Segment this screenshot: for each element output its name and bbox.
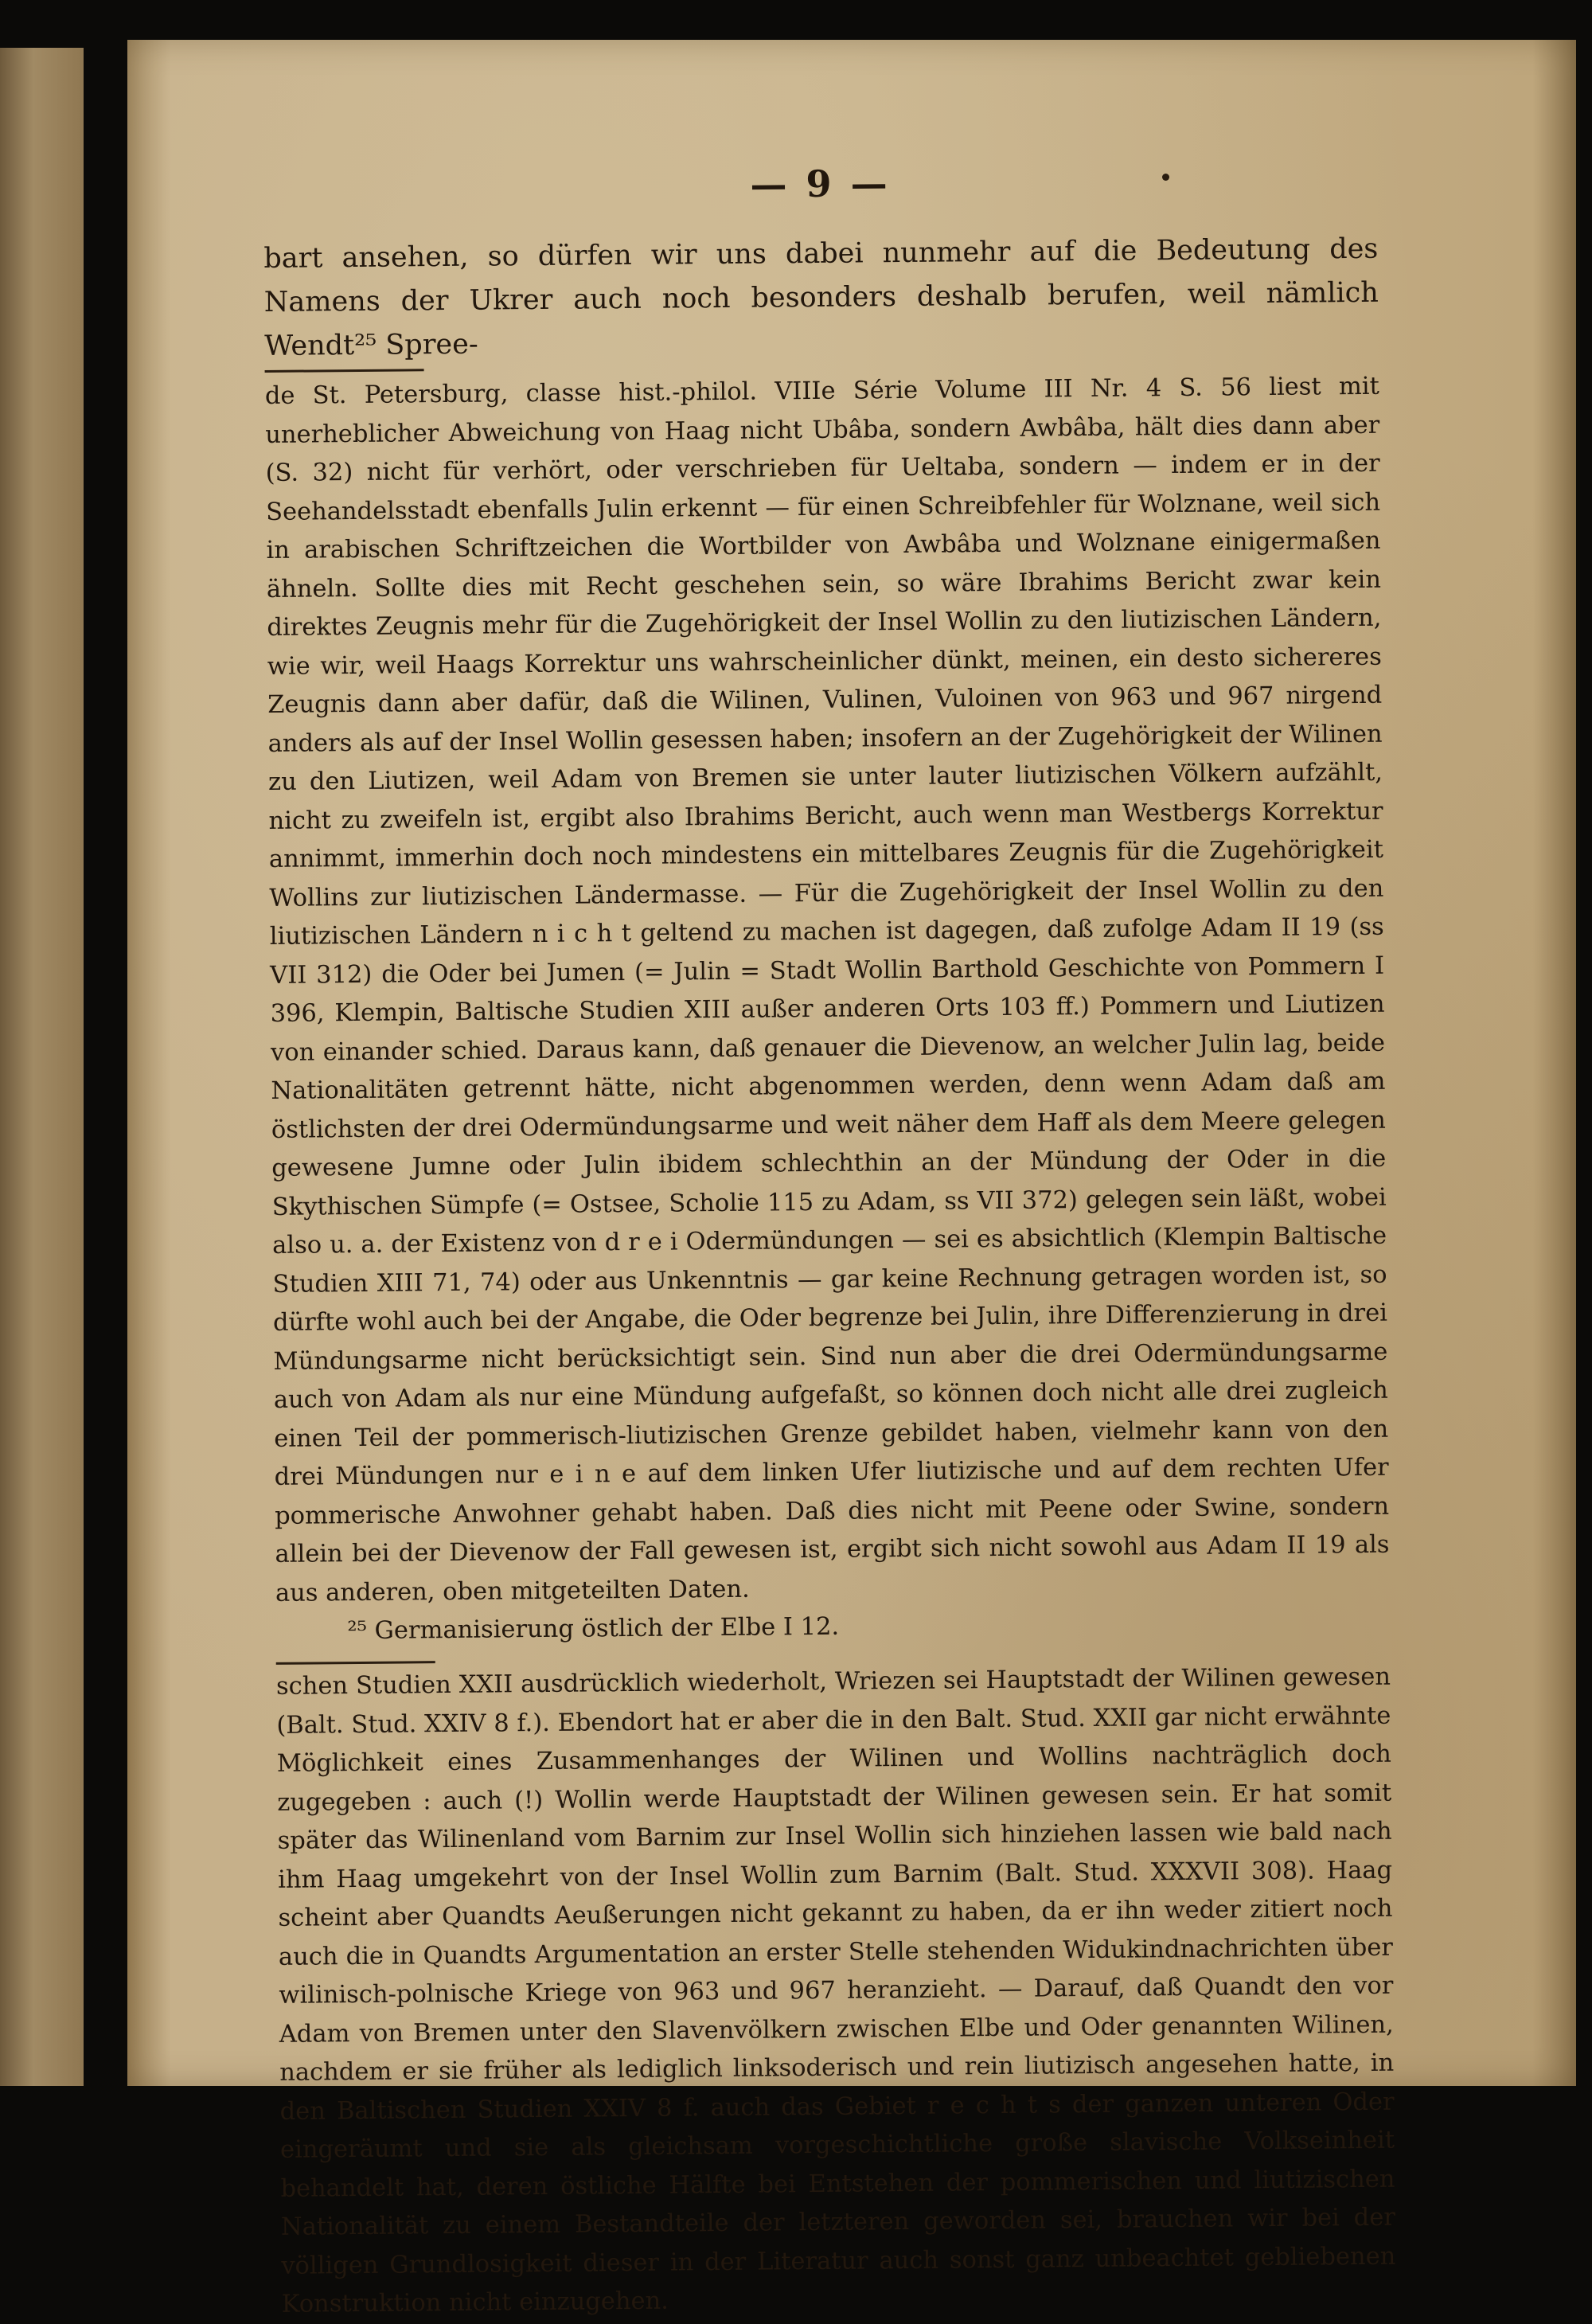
previous-page-edge <box>0 48 84 2086</box>
main-text: bart ansehen, so dürfen wir uns dabei nunmehr auf die Bedeutung des Namens der Ukrer auch noch besonders deshalb berufen, weil nämlich Wendt²⁵ Spree- <box>263 232 1379 362</box>
book-page <box>127 40 1576 2318</box>
footnote-separator-2 <box>276 1661 435 1665</box>
footnote-second: schen Studien XXII ausdrücklich wiederholt, Wriezen sei Hauptstadt der Wilinen gewesen (Balt. Stud. XXIV 8 f.). Ebendort hat er aber die in den Balt. Stud. XXII gar nicht erwähnte Möglichkeit eines Zusammenhanges der Wilinen und Wollins nachträglich doch zugegeben : auch (!) Wollin werde Hauptstadt der Wilinen gewesen sein. Er hat somit später das Wilinenland vom Barnim zur Insel Wollin sich hinziehen lassen wie bald nach ihm Haag umgekehrt von der Insel Wollin zum Barnim (Balt. Stud. XXXVII 308). Haag scheint aber Quandts Aeußerungen nicht gekannt zu haben, da er ihn weder zitiert noch auch die in Quandts Argumentation an erster Stelle stehenden Widukindnachrichten über wilinisch-polnische Kriege von 963 und 967 heranzieht. — Darauf, daß Quandt den vor Adam von Bremen unter den Slavenvölkern zwischen Elbe und Oder genannten Wilinen, nachdem er sie früher als lediglich linksoderisch und rein liutizisch angesehen hatte, in den Baltischen Studien XXIV 8 f. auch das Gebiet r e c h t s der ganzen unteren Oder eingeräumt und sie als gleichsam vorgeschichtliche große slavische Volkseinheit behandelt hat, deren östliche Hälfte bei Entstehen der pommerischen und liutizischen Nationalität zu einem Bestandteile der letzteren geworden sei, brauchen wir bei der völligen Grundlosigkeit dieser in der Literatur auch sonst ganz unbeachtet gebliebenen Konstruktion nicht einzugehen. <box>275 1662 1396 2318</box>
page-number: — 9 — <box>750 162 891 206</box>
footnote-continuation: de St. Petersburg, classe hist.-philol. VIIIe Série Volume III Nr. 4 S. 56 liest mit unerheblicher Abweichung von Haag nicht Ubâba, sondern Awbâba, hält dies dann aber (S. 32) nicht für verhört, oder verschrieben für Ueltaba, sondern — indem er in der Seehandelsstadt ebenfalls Julin erkennt — für einen Schreibfehler für Wolznane, weil sich in arabischen Schriftzeichen die Wortbilder von Awbâba und Wolznane einigermaßen ähneln. Sollte dies mit Recht geschehen sein, so wäre Ibrahims Bericht zwar kein direktes Zeugnis mehr für die Zugehörigkeit der Insel Wollin zu den liutizischen Ländern, wie wir, weil Haags Korrektur uns wahrscheinlicher dünkt, meinen, ein desto sichereres Zeugnis dann aber dafür, daß die Wilinen, Vulinen, Vuloinen von 963 und 967 nirgend anders als auf der Insel Wollin gesessen haben; insofern an der Zugehörigkeit der Wilinen zu den Liutizen, weil Adam von Bremen sie unter lauter liutizischen Völkern aufzählt, nicht zu zweifeln ist, ergibt also Ibrahims Bericht, auch wenn man Westbergs Korrektur annimmt, immerhin doch noch mindestens ein mittelbares Zeugnis für die Zugehörigkeit Wollins zur liutizischen Ländermasse. — Für die Zugehörigkeit der Insel Wollin zu den liutizischen Ländern n i c h t geltend zu machen ist dagegen, daß zufolge Adam II 19 (ss VII 312) die Oder bei Jumen (= Julin = Stadt Wollin Barthold Geschichte von Pommern I 396, Klempin, Baltische Studien XIII außer anderen Orts 103 ff.) Pommern und Liutizen von einander schied. Daraus kann, daß genauer die Dievenow, an welcher Julin lag, beide Nationalitäten getrennt hätte, nicht abgenommen werden, denn wenn Adam daß am östlichsten der drei Odermündungsarme und weit näher dem Haff als dem Meere gelegen gewesene Jumne oder Julin ibidem schlechthin an der Mündung der Oder in die Skythischen Sümpfe (= Ostsee, Scholie 115 zu Adam, ss VII 372) gelegen sein läßt, wobei also u. a. der Existenz von d r e i Odermündungen — sei es absichtlich (Klempin Baltische Studien XIII 71, 74) oder aus Unkenntnis — gar keine Rechnung getragen worden ist, so dürfte wohl auch bei der Angabe, die Oder begrenze bei Julin, ihre Differenzierung in drei Mündungsarme nicht berücksichtigt sein. Sind nun aber die drei Odermündungsarme auch von Adam als nur eine Mündung aufgefaßt, so können doch nicht alle drei zugleich einen Teil der pommerisch-liutizischen Grenze gebildet haben, vielmehr kann von den drei Mündungen nur e i n e auf dem linken Ufer liutizische und auf dem rechten Ufer pommerische Anwohner gehabt haben. Daß dies nicht mit Peene oder Swine, sondern allein bei der Dievenow der Fall gewesen ist, ergibt sich nicht sowohl aus Adam II 19 als aus anderen, oben mitgeteilten Daten. <box>264 372 1390 1607</box>
footnote-25: ²⁵ Germanisierung östlich der Elbe I 12. <box>347 1612 840 1646</box>
footnote-separator <box>265 369 424 373</box>
page-content <box>263 126 1396 2324</box>
